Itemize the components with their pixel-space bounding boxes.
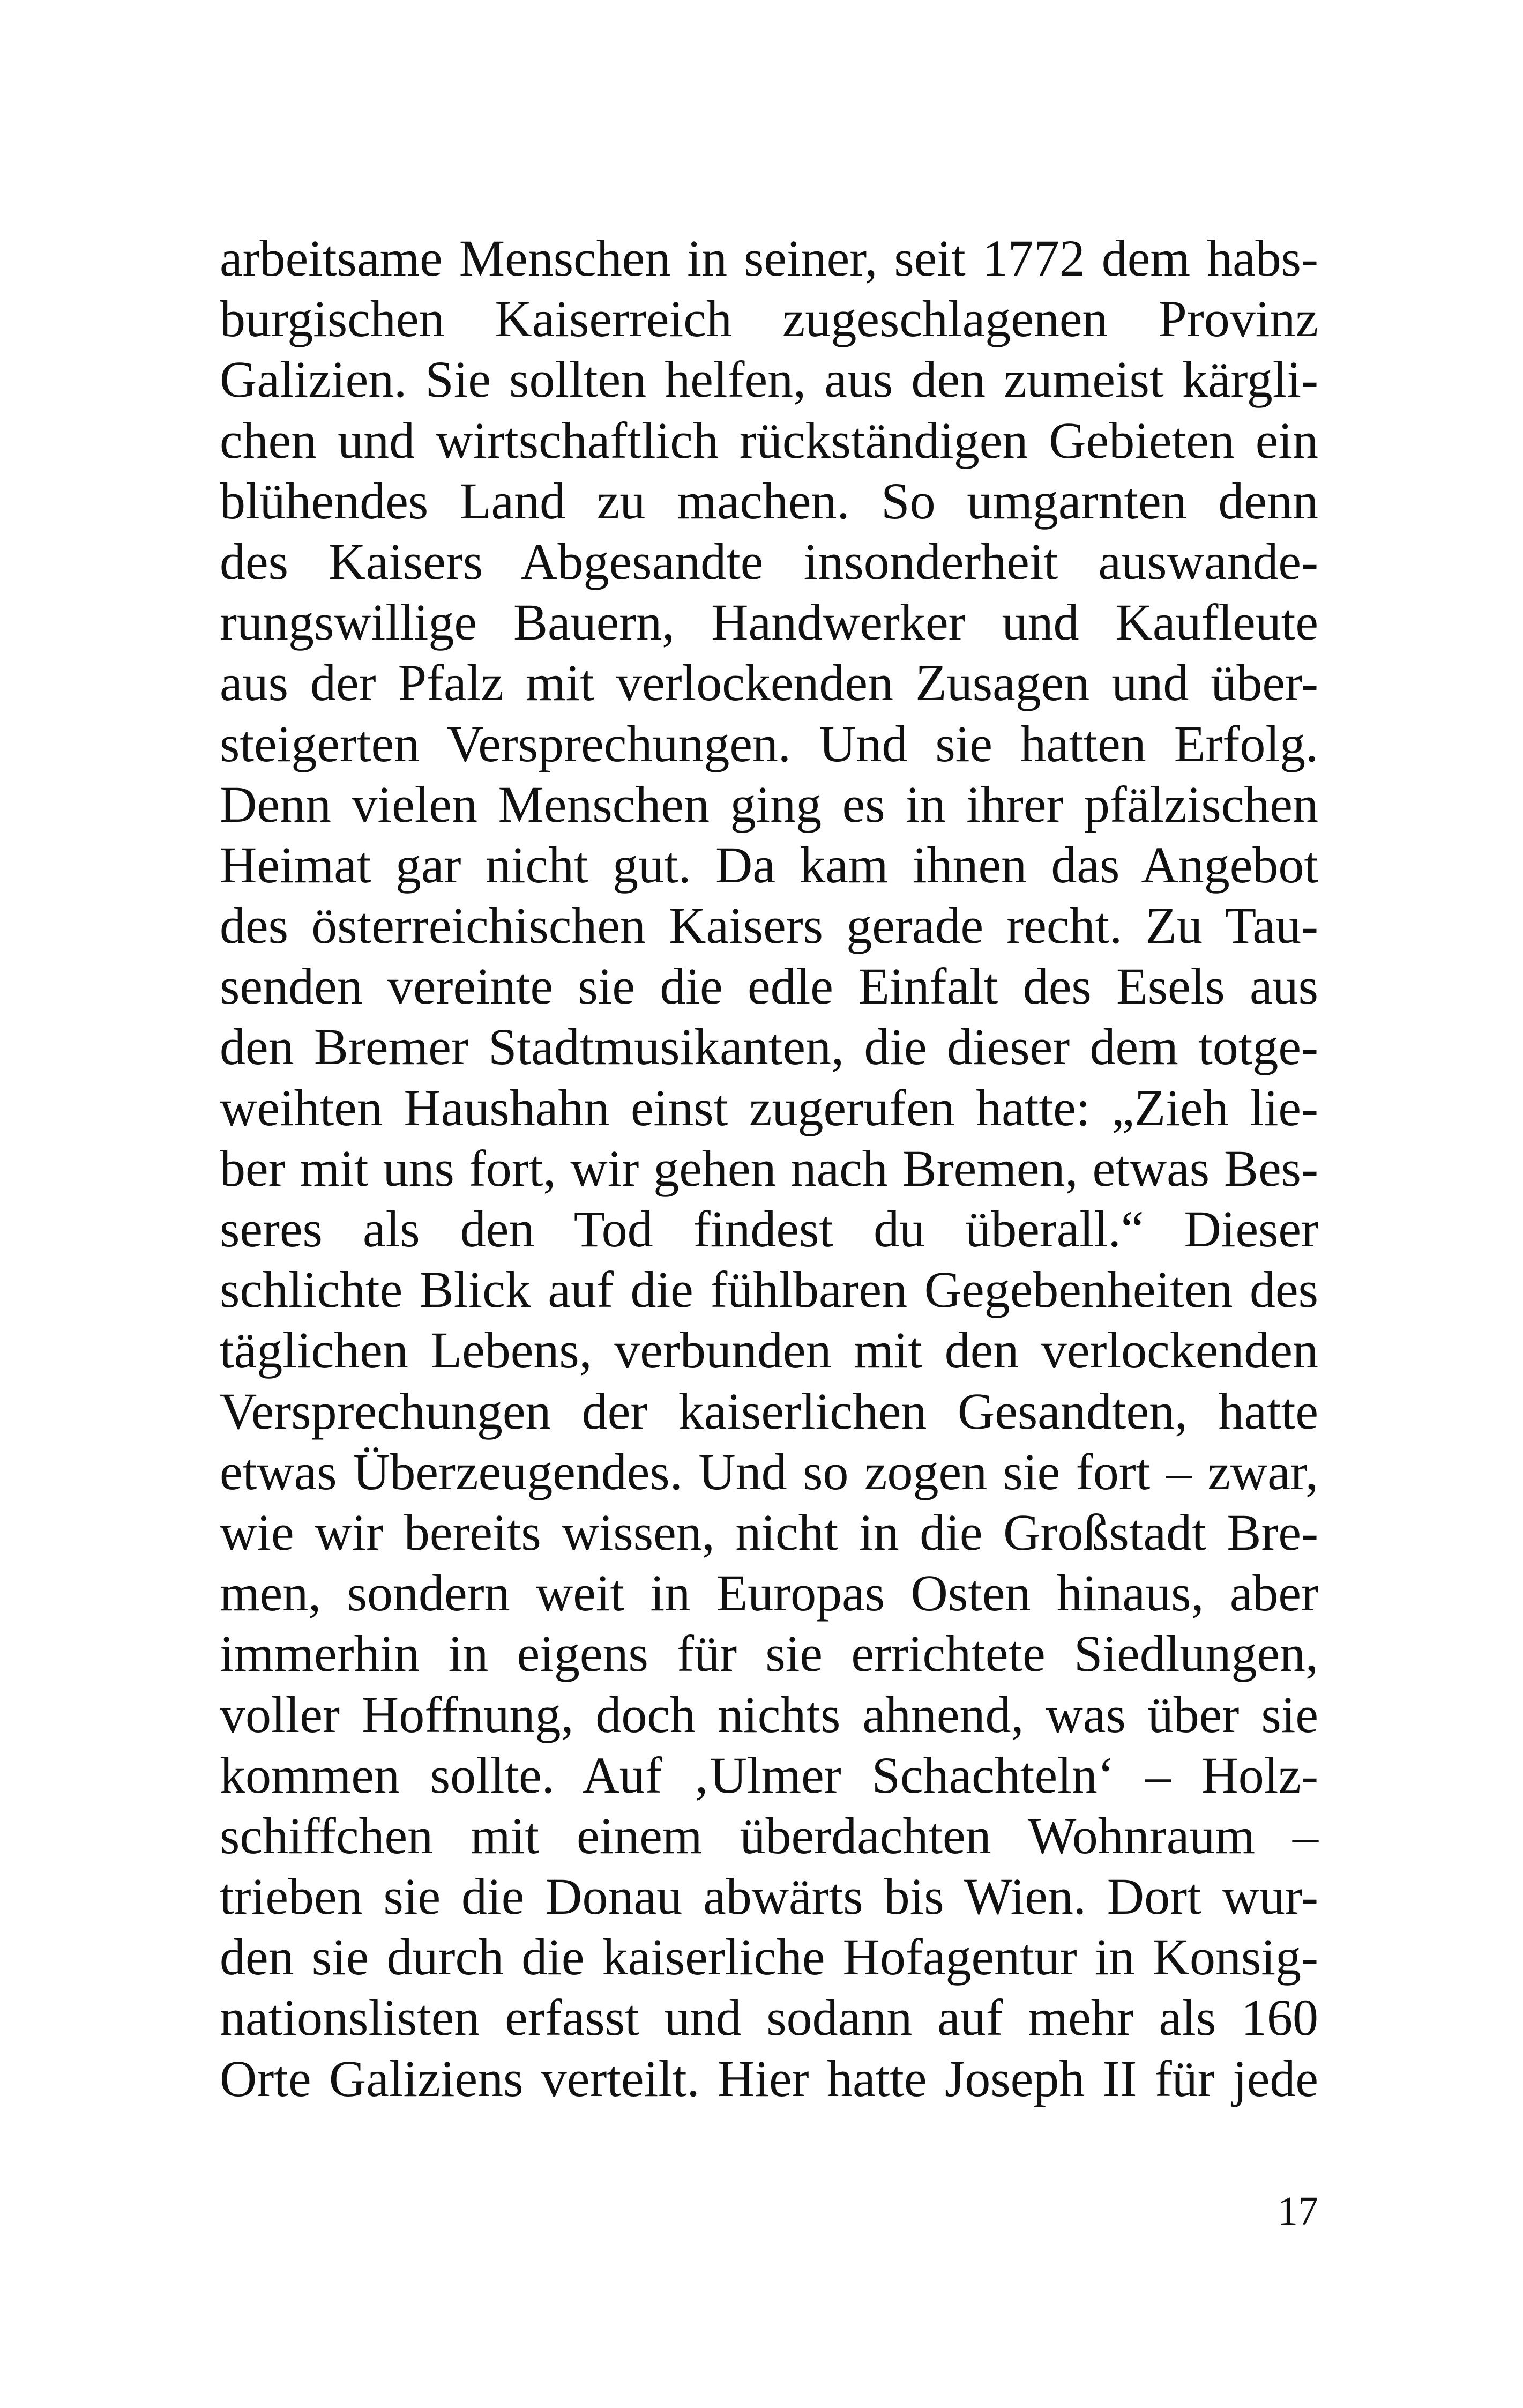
- text-line: men, sondern weit in Europas Osten hinaus, aber: [220, 1564, 1318, 1622]
- text-line: seres als den Tod findest du überall.“ Dieser: [220, 1200, 1318, 1258]
- text-line: kommen sollte. Auf ‚Ulmer Schachteln‘ – Holz-: [220, 1746, 1318, 1804]
- text-line: immerhin in eigens für sie errichtete Siedlungen,: [220, 1625, 1318, 1683]
- text-line: den sie durch die kaiserliche Hofagentur in Konsig-: [220, 1928, 1318, 1986]
- text-line: aus der Pfalz mit verlockenden Zusagen und über-: [220, 654, 1318, 712]
- text-line: senden vereinte sie die edle Einfalt des Esels aus: [220, 957, 1318, 1015]
- text-line: wie wir bereits wissen, nicht in die Großstadt Bre-: [220, 1503, 1318, 1561]
- page-number: 17: [1278, 2189, 1318, 2234]
- text-line: rungswillige Bauern, Handwerker und Kaufleute: [220, 593, 1318, 651]
- text-line: ber mit uns fort, wir gehen nach Bremen, etwas Bes-: [220, 1139, 1318, 1197]
- text-line: Galizien. Sie sollten helfen, aus den zumeist kärgli-: [220, 351, 1318, 408]
- text-line: den Bremer Stadtmusikanten, die dieser dem totge-: [220, 1018, 1318, 1076]
- text-line: weihten Haushahn einst zugerufen hatte: „Zieh lie-: [220, 1079, 1318, 1136]
- text-line: täglichen Lebens, verbunden mit den verlockenden: [220, 1321, 1318, 1379]
- text-line: arbeitsame Menschen in seiner, seit 1772 dem habs-: [220, 229, 1318, 287]
- text-line: Denn vielen Menschen ging es in ihrer pfälzischen: [220, 775, 1318, 833]
- text-line: des österreichischen Kaisers gerade recht. Zu Tau-: [220, 897, 1318, 955]
- text-line: nationslisten erfasst und sodann auf mehr als 160: [220, 1989, 1318, 2047]
- text-line: voller Hoffnung, doch nichts ahnend, was über sie: [220, 1685, 1318, 1743]
- text-line: blühendes Land zu machen. So umgarnten denn: [220, 472, 1318, 530]
- text-line: chen und wirtschaftlich rückständigen Gebieten ein: [220, 411, 1318, 469]
- text-line: schiffchen mit einem überdachten Wohnraum –: [220, 1807, 1318, 1864]
- text-line: steigerten Versprechungen. Und sie hatten Erfolg.: [220, 715, 1318, 772]
- text-line: Heimat gar nicht gut. Da kam ihnen das Angebot: [220, 836, 1318, 894]
- body-text: [220, 228, 1318, 2109]
- text-line: Orte Galiziens verteilt. Hier hatte Joseph II für jede: [220, 2049, 1318, 2107]
- text-line: schlichte Blick auf die fühlbaren Gegebenheiten des: [220, 1261, 1318, 1319]
- text-line: burgischen Kaiserreich zugeschlagenen Provinz: [220, 290, 1318, 348]
- text-line: Versprechungen der kaiserlichen Gesandten, hatte: [220, 1382, 1318, 1440]
- text-line: etwas Überzeugendes. Und so zogen sie fort – zwar,: [220, 1443, 1318, 1500]
- text-line: trieben sie die Donau abwärts bis Wien. Dort wur-: [220, 1868, 1318, 1926]
- text-line: des Kaisers Abgesandte insonderheit auswande-: [220, 532, 1318, 590]
